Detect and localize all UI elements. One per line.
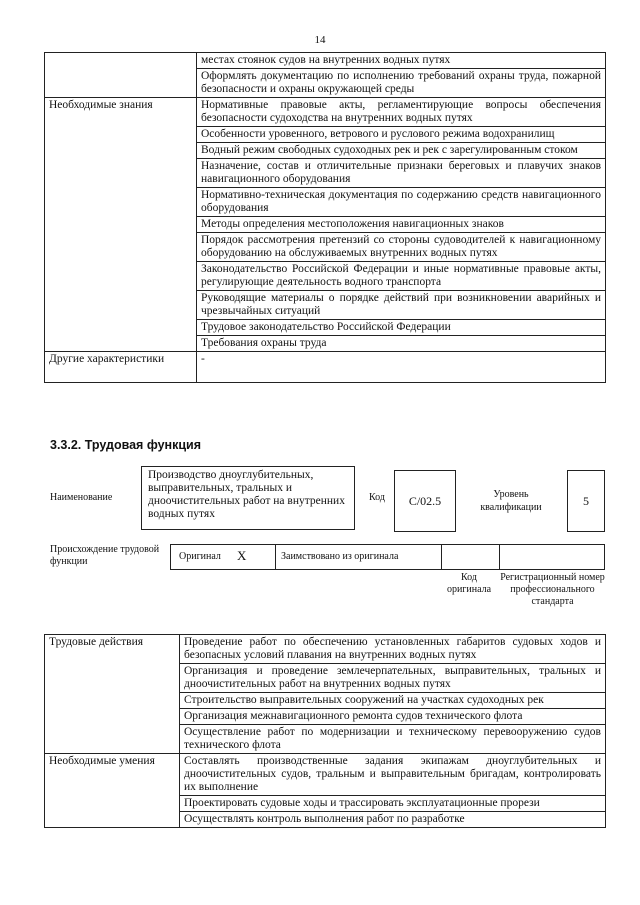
row-label: Необходимые умения bbox=[45, 754, 180, 828]
origin-row bbox=[170, 544, 605, 570]
row-text: Оформлять документацию по исполнению требований охраны труда, пожарной безопасности и охраны окружающей среды bbox=[197, 69, 606, 98]
function-name: Производство дноуглубительных, выправительных, тральных и дноочистительных работ на внутренних водных путях bbox=[141, 466, 355, 530]
original-label: Оригинал bbox=[179, 551, 221, 562]
origin-label: Происхождение трудовой функции bbox=[50, 544, 160, 567]
table-row bbox=[45, 53, 606, 69]
row-text: Законодательство Российской Федерации и иные нормативные правовые акты, регулирующие деятельность водного транспорта bbox=[197, 262, 606, 291]
actions-table bbox=[44, 634, 606, 828]
row-text: Осуществление работ по модернизации и техническому перевооружению судов технического флота bbox=[180, 725, 606, 754]
row-text: Осуществлять контроль выполнения работ по разработке bbox=[180, 812, 606, 828]
original-mark: X bbox=[237, 548, 247, 563]
row-text: Порядок рассмотрения претензий со стороны судоводителей к навигационному оборудованию на обслуживаемых внутренних водных путях bbox=[197, 233, 606, 262]
table-row bbox=[45, 352, 606, 383]
qualification-level: 5 bbox=[567, 470, 605, 532]
name-label: Наименование bbox=[50, 492, 113, 503]
level-label: Уровень квалификации bbox=[480, 489, 542, 513]
row-text: - bbox=[197, 352, 606, 383]
row-text: Особенности уровенного, ветрового и руслового режима водохранилищ bbox=[197, 127, 606, 143]
row-text: Водный режим свободных судоходных рек и рек с зарегулированным стоком bbox=[197, 143, 606, 159]
borrowed-label: Заимствовано из оригинала bbox=[281, 551, 399, 562]
section-title: 3.3.2. Трудовая функция bbox=[50, 438, 202, 452]
code-label: Код bbox=[369, 492, 385, 503]
knowledge-table bbox=[44, 52, 606, 383]
row-text: Проектировать судовые ходы и трассировать эксплуатационные прорези bbox=[180, 796, 606, 812]
row-text: Составлять производственные задания экипажам дноуглубительных и дноочистительных судов, тральным и выправительным бригадам, контролировать их выполнение bbox=[180, 754, 606, 796]
row-label: Другие характеристики bbox=[45, 352, 197, 383]
row-label: Необходимые знания bbox=[45, 98, 197, 352]
row-text: местах стоянок судов на внутренних водных путях bbox=[197, 53, 606, 69]
row-text: Строительство выправительных сооружений на участках судоходных рек bbox=[180, 693, 606, 709]
row-text: Методы определения местоположения навигационных знаков bbox=[197, 217, 606, 233]
page-number: 14 bbox=[314, 34, 326, 46]
row-text: Организация и проведение землечерпательных, выправительных, тральных и дноочистительных работ на внутренних водных путях bbox=[180, 664, 606, 693]
row-text: Проведение работ по обеспечению установленных габаритов судовых ходов и безопасных условий плавания на внутренних водных путях bbox=[180, 635, 606, 664]
row-text: Трудовое законодательство Российской Федерации bbox=[197, 320, 606, 336]
row-text: Нормативно-техническая документация по содержанию средств навигационного оборудования bbox=[197, 188, 606, 217]
row-text: Назначение, состав и отличительные признаки береговых и плавучих знаков навигационного оборудования bbox=[197, 159, 606, 188]
row-label bbox=[45, 53, 197, 98]
row-text: Руководящие материалы о порядке действий при возникновении аварийных и чрезвычайных ситуаций bbox=[197, 291, 606, 320]
row-text: Требования охраны труда bbox=[197, 336, 606, 352]
row-text: Организация межнавигационного ремонта судов технического флота bbox=[180, 709, 606, 725]
code-original-label: Код оригинала bbox=[446, 572, 492, 595]
row-label: Трудовые действия bbox=[45, 635, 180, 754]
row-text: Нормативные правовые акты, регламентирующие вопросы обеспечения безопасности судоходства на внутренних водных путях bbox=[197, 98, 606, 127]
table-row bbox=[45, 754, 606, 796]
table-row bbox=[45, 635, 606, 664]
table-row bbox=[45, 98, 606, 127]
reg-number-label: Регистрационный номер профессионального стандарта bbox=[500, 572, 605, 607]
function-code: С/02.5 bbox=[394, 470, 456, 532]
